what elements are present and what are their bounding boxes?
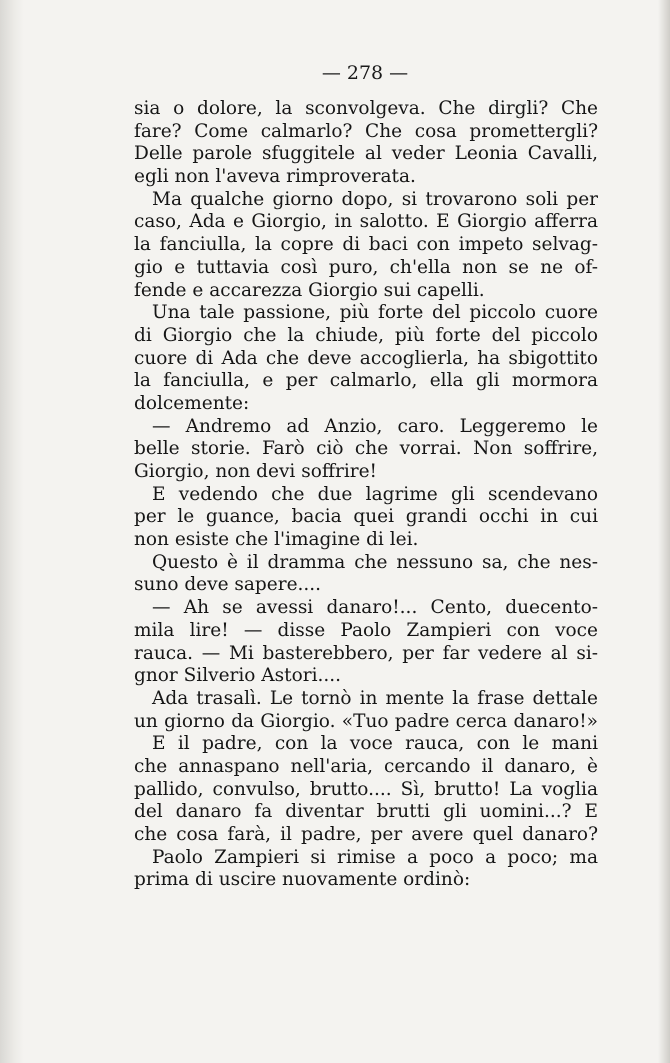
text-line: prima di uscire nuovamente ordinò: xyxy=(134,869,471,891)
text-line: cuore di Ada che deve accoglierla, ha sbigottito xyxy=(134,347,598,369)
text-line: gnor Silverio Astori.... xyxy=(134,665,342,687)
text-line: belle storie. Farò ciò che vorrai. Non soffrire, xyxy=(134,438,598,460)
text-line: che annaspano nell'aria, cercando il danaro, è xyxy=(134,755,598,777)
page-edge-shadow xyxy=(658,0,670,1063)
text-line: fare? Come calmarlo? Che cosa promettergli? xyxy=(134,120,598,142)
text-line: del danaro fa diventar brutti gli uomini...? E xyxy=(134,801,598,823)
text-line: dolcemente: xyxy=(134,392,250,414)
text-line: Paolo Zampieri si rimise a poco a poco; ma xyxy=(152,846,598,868)
text-line: egli non l'aveva rimproverata. xyxy=(134,166,416,188)
text-line: la fanciulla, e per calmarlo, ella gli mormora xyxy=(134,370,598,392)
page-gutter-shadow xyxy=(0,0,24,1063)
text-line: Giorgio, non devi soffrire! xyxy=(134,461,377,482)
text-line: di Giorgio che la chiude, più forte del piccolo xyxy=(134,324,598,346)
text-line: fende e accarezza Giorgio sui capelli. xyxy=(134,279,485,301)
page-number: — 278 — xyxy=(321,62,409,84)
text-line: suno deve sapere.... xyxy=(134,574,322,596)
text-line: Questo è il dramma che nessuno sa, che nes- xyxy=(152,551,598,573)
text-line: non esiste che l'imagine di lei. xyxy=(134,529,419,551)
text-line: per le guance, bacia quei grandi occhi in cui xyxy=(134,506,598,528)
text-line: Una tale passione, più forte del piccolo cuore xyxy=(152,302,598,324)
text-line: che cosa farà, il padre, per avere quel danaro? xyxy=(134,824,598,845)
text-line: caso, Ada e Giorgio, in salotto. E Giorgio afferra xyxy=(134,211,598,233)
text-line: Delle parole sfuggitele al veder Leonia Cavalli, xyxy=(134,143,598,165)
text-line: gio e tuttavia così puro, ch'ella non se ne of- xyxy=(134,256,598,278)
text-line: E il padre, con la voce rauca, con le mani xyxy=(152,733,598,755)
text-line: Ada trasalì. Le tornò in mente la frase dettale xyxy=(152,687,598,709)
body-text xyxy=(134,98,598,892)
text-line: pallido, convulso, brutto.... Sì, brutto! La voglia xyxy=(134,778,598,800)
text-line: mila lire! — disse Paolo Zampieri con voce xyxy=(134,619,598,641)
text-line: E vedendo che due lagrime gli scendevano xyxy=(152,483,598,505)
text-line: Ma qualche giorno dopo, si trovarono soli per xyxy=(152,188,598,210)
text-line: — Ah se avessi danaro!... Cento, duecento- xyxy=(152,597,598,619)
text-line: sia o dolore, la sconvolgeva. Che dirgli? Che xyxy=(134,98,598,119)
text-line: rauca. — Mi basterebbero, per far vedere al si- xyxy=(134,642,598,664)
text-line: la fanciulla, la copre di baci con impeto selvag- xyxy=(134,234,598,256)
text-line: — Andremo ad Anzio, caro. Leggeremo le xyxy=(152,415,598,437)
text-line: un giorno da Giorgio. «Tuo padre cerca danaro!» xyxy=(134,710,598,732)
